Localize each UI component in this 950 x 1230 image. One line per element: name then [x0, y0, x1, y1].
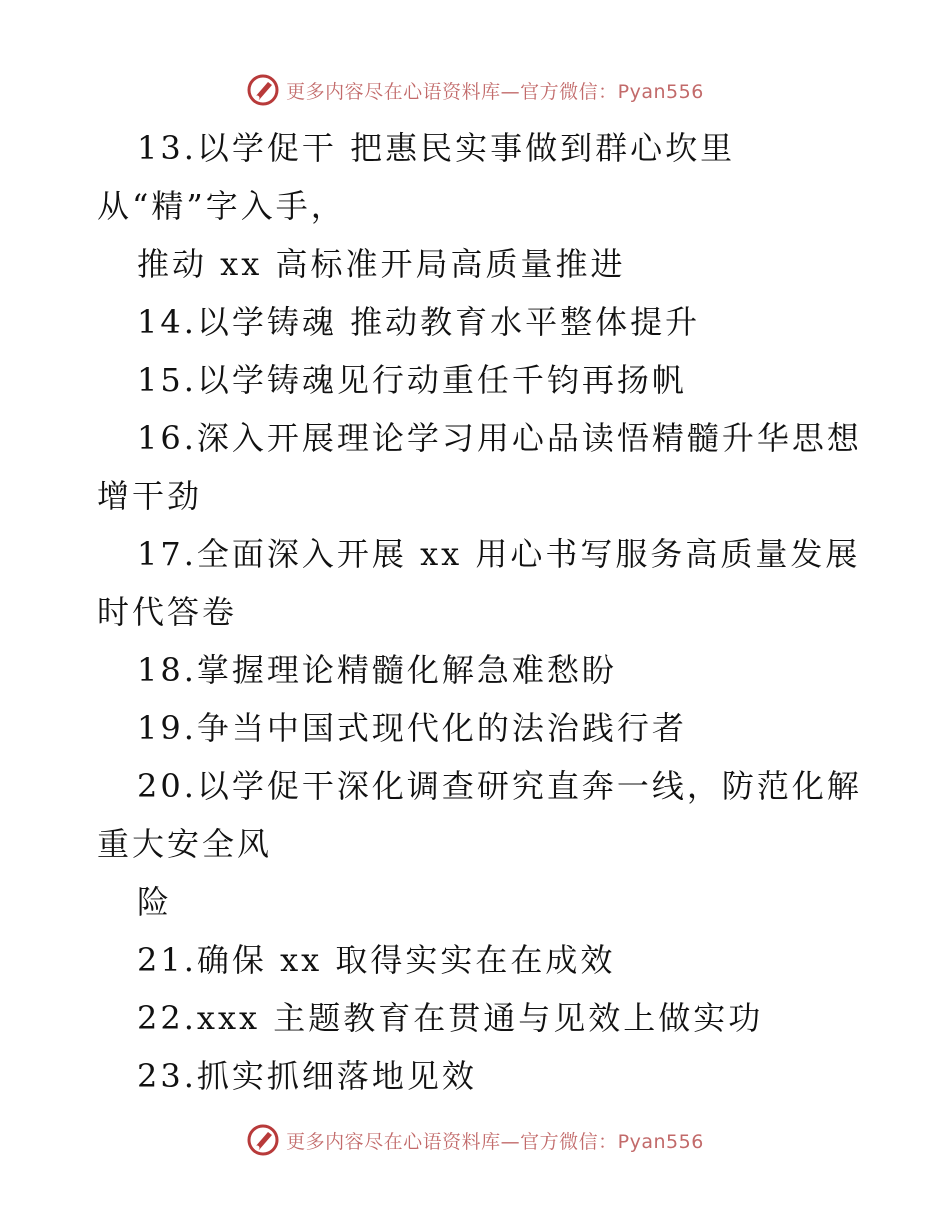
list-item: 17.全面深入开展 xx 用心书写服务高质量发展 — [137, 535, 861, 573]
list-item: 14.以学铸魂 推动教育水平整体提升 — [137, 303, 701, 341]
list-item: 从“精”字入手， — [97, 187, 346, 225]
pen-logo-icon — [246, 73, 280, 107]
header-banner — [0, 70, 950, 110]
list-item: 21.确保 xx 取得实实在在成效 — [137, 941, 616, 979]
list-item: 重大安全风 — [97, 825, 273, 863]
list-item: 推动 xx 高标准开局高质量推进 — [137, 245, 626, 283]
list-item: 19.争当中国式现代化的法治践行者 — [137, 709, 687, 747]
list-item: 16.深入开展理论学习用心品读悟精髓升华思想 — [137, 419, 862, 457]
header-banner-text: 更多内容尽在心语资料库—官方微信：Pyan556 — [286, 80, 704, 103]
footer-banner — [0, 1120, 950, 1160]
list-item: 险 — [137, 883, 173, 921]
list-item: 15.以学铸魂见行动重任千钧再扬帆 — [137, 361, 687, 399]
list-item: 增干劲 — [97, 477, 203, 515]
list-item: 18.掌握理论精髓化解急难愁盼 — [137, 651, 617, 689]
pen-logo-icon — [246, 1123, 280, 1157]
list-item: 22.xxx 主题教育在贯通与见效上做实功 — [137, 999, 764, 1037]
footer-banner-text: 更多内容尽在心语资料库—官方微信：Pyan556 — [286, 1130, 704, 1153]
list-item: 23.抓实抓细落地见效 — [137, 1057, 477, 1095]
list-item: 20.以学促干深化调查研究直奔一线，防范化解 — [137, 767, 862, 805]
list-item: 时代答卷 — [97, 593, 238, 631]
list-item: 13.以学促干 把惠民实事做到群心坎里 — [137, 129, 736, 167]
